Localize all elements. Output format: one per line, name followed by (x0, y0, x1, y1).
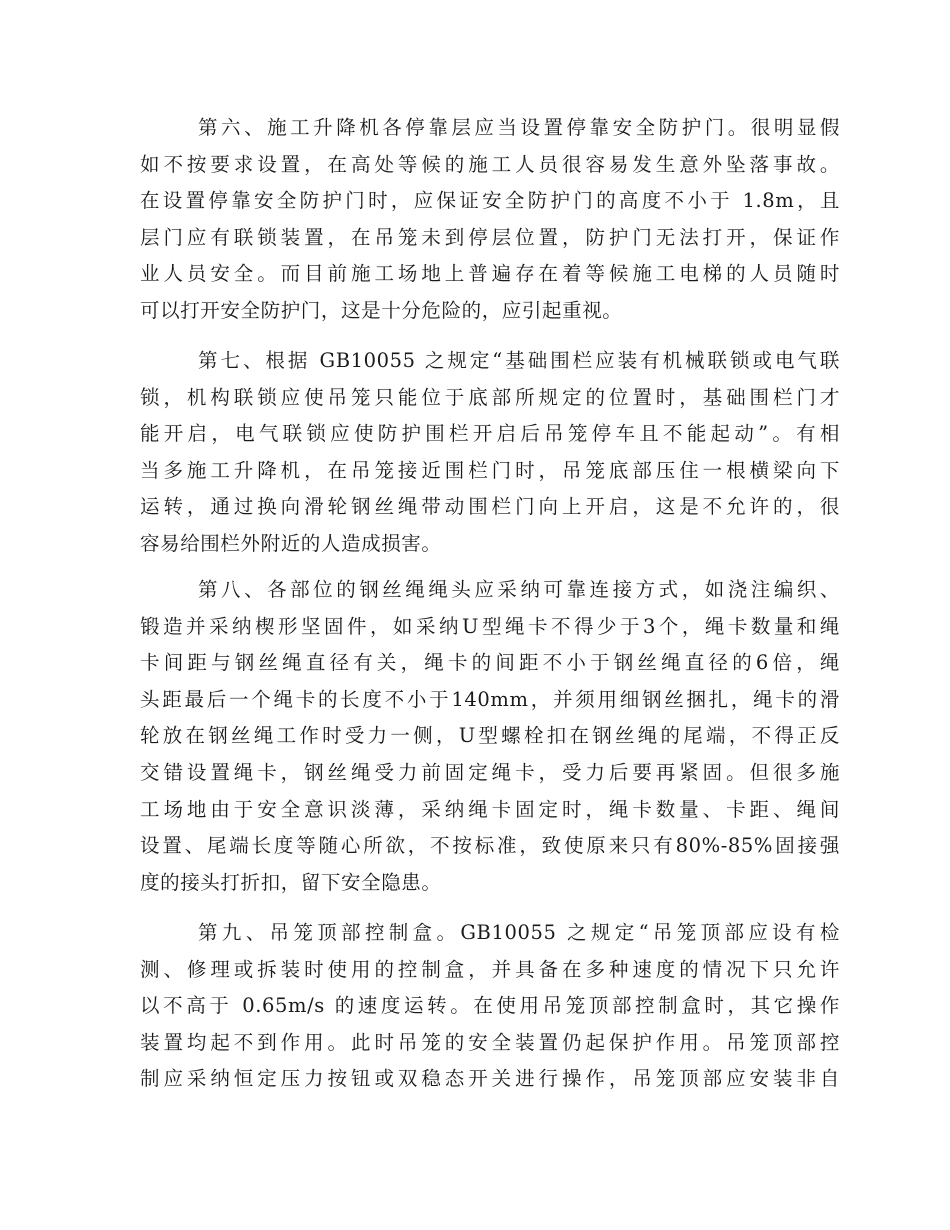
paragraph-line: 在设置停靠安全防护门时，应保证安全防护门的高度不小于 1.8m，且 (140, 189, 840, 213)
paragraph-line: 工场地由于安全意识淡薄，采纳绳卡固定时，绳卡数量、卡距、绳间 (140, 797, 840, 821)
paragraph-line: 第九、吊笼顶部控制盒。GB10055 之规定“吊笼顶部应设有检 (198, 921, 840, 944)
paragraph-line: 容易给围栏外附近的人造成损害。 (140, 531, 442, 555)
paragraph-line: 业人员安全。而目前施工场地上普遍存在着等候施工电梯的人员随时 (140, 262, 840, 286)
paragraph-line: 可以打开安全防护门，这是十分危险的，应引起重视。 (140, 298, 623, 322)
paragraph-line: 度的接头打折扣，留下安全隐患。 (140, 870, 442, 894)
paragraph-line: 卡间距与钢丝绳直径有关，绳卡的间距不小于钢丝绳直径的6倍，绳 (140, 651, 840, 675)
paragraph-line: 能开启，电气联锁应使防护围栏开启后吊笼停车且不能起动”。有相 (140, 422, 840, 446)
paragraph-line: 头距最后一个绳卡的长度不小于140mm，并须用细钢丝捆扎，绳卡的滑 (140, 687, 840, 711)
paragraph-line: 层门应有联锁装置，在吊笼未到停层位置，防护门无法打开，保证作 (140, 225, 840, 249)
paragraph-line: 第七、根据 GB10055 之规定“基础围栏应装有机械联锁或电气联 (198, 349, 840, 372)
paragraph-8 (140, 572, 840, 901)
paragraph-line: 测、修理或拆装时使用的控制盒，并具备在多种速度的情况下只允许 (140, 957, 840, 981)
paragraph-line: 如不按要求设置，在高处等候的施工人员很容易发生意外坠落事故。 (140, 152, 840, 176)
paragraph-line: 第八、各部位的钢丝绳绳头应采纳可靠连接方式，如浇注编织、 (198, 578, 840, 601)
paragraph-line: 运转，通过换向滑轮钢丝绳带动围栏门向上开启，这是不允许的，很 (140, 495, 840, 519)
paragraph-6 (140, 110, 840, 330)
paragraph-line: 锻造并采纳楔形坚固件，如采纳U型绳卡不得少于3个，绳卡数量和绳 (140, 614, 840, 638)
paragraph-line: 制应采纳恒定压力按钮或双稳态开关进行操作，吊笼顶部应安装非自 (140, 1067, 840, 1091)
paragraph-9 (140, 915, 840, 1098)
paragraph-line: 轮放在钢丝绳工作时受力一侧，U型螺栓扣在钢丝绳的尾端，不得正反 (140, 724, 840, 748)
paragraph-line: 第六、施工升降机各停靠层应当设置停靠安全防护门。很明显假 (198, 116, 840, 139)
paragraph-line: 锁，机构联锁应使吊笼只能位于底部所规定的位置时，基础围栏门才 (140, 385, 840, 409)
paragraph-line: 交错设置绳卡，钢丝绳受力前固定绳卡，受力后要再紧固。但很多施 (140, 760, 840, 784)
paragraph-line: 装置均起不到作用。此时吊笼的安全装置仍起保护作用。吊笼顶部控 (140, 1030, 840, 1054)
paragraph-line: 当多施工升降机，在吊笼接近围栏门时，吊笼底部压住一根横梁向下 (140, 458, 840, 482)
paragraph-line: 设置、尾端长度等随心所欲，不按标准，致使原来只有80%-85%固接强 (140, 834, 840, 858)
paragraph-7 (140, 343, 840, 563)
paragraph-line: 以不高于 0.65m/s 的速度运转。在使用吊笼顶部控制盒时，其它操作 (140, 994, 840, 1018)
